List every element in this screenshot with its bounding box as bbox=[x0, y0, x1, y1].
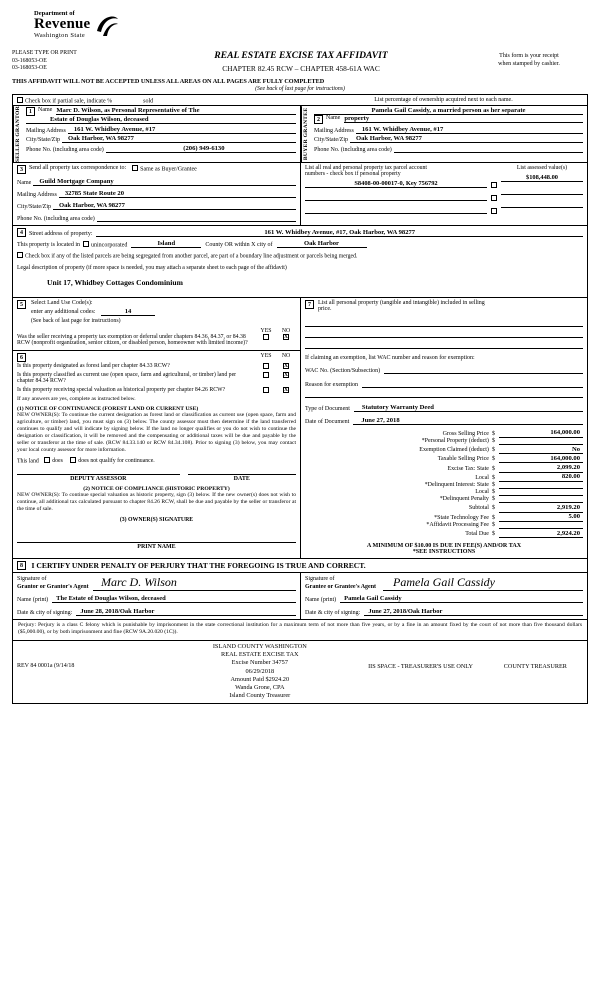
county-treasurer-label: COUNTY TREASURER bbox=[503, 662, 567, 670]
money-row bbox=[305, 429, 583, 438]
certification-header bbox=[13, 559, 587, 573]
left-column bbox=[13, 298, 300, 558]
perjury-note: Perjury: Perjury is a class C felony which is punishable by imprisonment in the state correctional institution for a maximum term of not more than five years, or by a fine in an amount fixed by the court of not more than five thousand dollars ($5,000.00), or by both imprisonment and fine (RCW 9A.20.020 (1C)). bbox=[13, 620, 587, 641]
county-or-city-label: County OR within X city of bbox=[205, 242, 273, 249]
s6-question-1: Is this property designated as forest land per chapter 84.33 RCW? bbox=[17, 362, 170, 369]
grantor-name-label: Name (print) bbox=[17, 597, 49, 604]
money-amount-10[interactable]: 5.00 bbox=[499, 512, 583, 521]
doc-date-label: Date of Document bbox=[305, 418, 350, 425]
personal-property-intro-1: List all personal property (tangible and intangible) included in selling bbox=[318, 299, 485, 306]
treasurer-row bbox=[13, 641, 587, 703]
money-row bbox=[305, 472, 583, 481]
reason-value[interactable] bbox=[362, 380, 583, 388]
money-dollar-0: $ bbox=[491, 430, 495, 437]
buyer-mailing-value[interactable]: 161 W. Whidbey Avenue, #17 bbox=[356, 126, 583, 134]
tax-correspondence-title: Send all property tax correspondence to: bbox=[29, 165, 127, 172]
money-label-7: Local bbox=[475, 489, 489, 496]
section-2-number: 2 bbox=[314, 115, 323, 124]
buyer-name-value[interactable]: Pamela Gail Cassidy, a married person as her separate bbox=[314, 107, 583, 115]
money-amount-6[interactable] bbox=[499, 481, 583, 488]
s6-q3-no-checkbox[interactable]: X bbox=[284, 386, 289, 393]
reason-label: Reason for exemption bbox=[305, 381, 358, 388]
stamp-line-4: Amount Paid $2924.20 bbox=[230, 675, 290, 683]
money-label-1: *Personal Property (deduct) bbox=[421, 437, 489, 444]
s6-q1-yes-checkbox[interactable] bbox=[263, 363, 269, 369]
money-label-2: Exemption Claimed (deduct) bbox=[419, 447, 489, 454]
reason-line-2[interactable] bbox=[305, 388, 583, 398]
print-name-label: PRINT NAME bbox=[137, 544, 176, 551]
form-code-1: 03-168053-OE bbox=[12, 57, 47, 64]
stamp-line-3: 06/29/2018 bbox=[245, 667, 275, 675]
seller-city-value[interactable]: Oak Harbor, WA 98277 bbox=[62, 135, 296, 143]
receipt-note-line2: when stamped by cashier. bbox=[498, 61, 560, 68]
treasurer-use-label: IIS SPACE - TREASURER'S USE ONLY bbox=[368, 662, 473, 670]
money-dollar-12: $ bbox=[491, 531, 495, 538]
section-8-number: 8 bbox=[17, 561, 26, 570]
grantee-date-value[interactable]: June 27, 2018/Oak Harbor bbox=[364, 608, 583, 616]
legal-description-value[interactable]: Unit 17, Whidbey Cottages Condominium bbox=[47, 277, 183, 287]
landuse-q1-yes-checkbox[interactable] bbox=[263, 334, 269, 340]
buyer-city-value[interactable]: Oak Harbor, WA 98277 bbox=[350, 135, 583, 143]
seller-phone-label: Phone No. (including area code) bbox=[26, 146, 104, 153]
parcel-personal-checkbox-1[interactable] bbox=[491, 182, 497, 188]
not-accepted-warning: THIS AFFIDAVIT WILL NOT BE ACCEPTED UNLESS ALL AREAS ON ALL PAGES ARE FULLY COMPLETED bbox=[12, 78, 325, 85]
grantee-signature-value: Pamela Gail Cassidy bbox=[393, 575, 495, 590]
page-subtitle: CHAPTER 82.45 RCW – CHAPTER 458-61A WAC bbox=[222, 64, 380, 73]
money-amount-0[interactable]: 164,000.00 bbox=[499, 429, 583, 438]
doc-type-value[interactable]: Statutory Warranty Deed bbox=[354, 404, 583, 412]
this-land-label: This land bbox=[17, 458, 39, 465]
partial-sale-label: Check box if partial sale, indicate % bbox=[25, 98, 113, 105]
taxcorr-phone-value[interactable] bbox=[97, 214, 296, 222]
grantor-name-value[interactable]: The Estate of Douglas Wilson, deceased bbox=[52, 595, 296, 603]
notice-3-title: (3) OWNER(S) SIGNATURE bbox=[119, 517, 194, 524]
sold-label: sold bbox=[143, 98, 154, 105]
money-row bbox=[305, 454, 583, 463]
assessed-value-1[interactable]: $108,448.00 bbox=[501, 174, 583, 182]
taxcorr-mailing-label: Mailing Address bbox=[17, 192, 57, 199]
money-row bbox=[305, 512, 583, 521]
s6-yes-header: YES bbox=[260, 352, 272, 359]
grantee-date-label: Date & city of signing: bbox=[305, 610, 361, 617]
section-7-number: 7 bbox=[305, 300, 314, 309]
money-label-8: *Delinquent Penalty bbox=[439, 496, 489, 503]
money-amount-2[interactable]: No bbox=[499, 445, 583, 454]
street-address-value[interactable]: 161 W. Whidbey Avenue, #17, Oak Harbor, WA 98277 bbox=[96, 229, 583, 237]
s6-after-note: If any answers are yes, complete as instructed below. bbox=[17, 395, 136, 402]
owner-signature-line[interactable] bbox=[17, 527, 296, 543]
taxcorr-city-label: City/State/Zip bbox=[17, 204, 51, 211]
partial-sale-row bbox=[13, 95, 587, 106]
agency-logo bbox=[34, 10, 120, 40]
stamp-line-2: Excise Number 34757 bbox=[231, 659, 288, 667]
landuse-yes-header: YES bbox=[260, 327, 272, 334]
assessed-value-2[interactable] bbox=[501, 187, 583, 195]
grantor-date-label: Date & city of signing: bbox=[17, 610, 73, 617]
money-dollar-3: $ bbox=[491, 456, 495, 463]
grantor-signature-block bbox=[13, 573, 300, 619]
notice-2-title: (2) NOTICE OF COMPLIANCE (HISTORIC PROPERTY) bbox=[83, 486, 230, 493]
unincorporated-label: unincorporated bbox=[91, 242, 128, 249]
tax-computation-table bbox=[305, 429, 583, 538]
land-use-line2: enter any additional codes: bbox=[31, 308, 96, 315]
same-as-buyer-checkbox[interactable] bbox=[132, 165, 138, 171]
form-code-2: 03-168053-OE bbox=[12, 65, 47, 72]
money-row bbox=[305, 481, 583, 488]
personal-property-line-1[interactable] bbox=[305, 316, 583, 327]
swoosh-icon bbox=[94, 12, 120, 38]
seller-phone-value[interactable]: (206) 949-6130 bbox=[106, 145, 296, 153]
does-qualify-checkbox[interactable] bbox=[44, 457, 50, 463]
money-row bbox=[305, 496, 583, 503]
buyer-block bbox=[300, 106, 587, 162]
money-row bbox=[305, 503, 583, 512]
grantee-sig-label-1: Signature of bbox=[305, 576, 335, 583]
money-label-4: Excise Tax: State bbox=[447, 465, 489, 472]
taxcorr-city-value[interactable]: Oak Harbor, WA 98277 bbox=[53, 202, 296, 210]
money-row bbox=[305, 488, 583, 495]
form-header bbox=[12, 10, 588, 48]
money-amount-5[interactable]: 820.00 bbox=[499, 472, 583, 481]
parcels-title-line1: List all real and personal property tax parcel account bbox=[305, 165, 428, 172]
money-row bbox=[305, 463, 583, 472]
revenue-wordmark: Revenue bbox=[34, 16, 91, 33]
excise-stamp bbox=[162, 641, 357, 703]
parcel-number-1[interactable]: S8408-00-00017-0, Key 756792 bbox=[305, 180, 487, 188]
taxcorr-name-value[interactable]: Guild Mortgage Company bbox=[33, 178, 296, 186]
section-5-number: 5 bbox=[17, 300, 26, 309]
money-label-10: *State Technology Fee bbox=[434, 514, 489, 521]
certification-title: I CERTIFY UNDER PENALTY OF PERJURY THAT THE FOREGOING IS TRUE AND CORRECT. bbox=[31, 561, 366, 571]
money-label-11: *Affidavit Processing Fee bbox=[426, 521, 489, 528]
print-instruction: PLEASE TYPE OR PRINT bbox=[12, 50, 77, 56]
state-label: Washington State bbox=[34, 32, 86, 40]
notice-1-body: NEW OWNER(S): To continue the current designation as forest land or classification as current use (open space, farm and agriculture, or timber) land, you must sign on (3) below. The county assessor must then determine if the land transferred continues to qualify and will indicate by signing below. If the land no longer qualifies or you do not wish to continue the designation or classification, it will be removed and the compensating or additional taxes will be due and payable by the seller or transferor at the time of sale. (RCW 84.33.140 or RCW 84.34.108). Prior to signing (3) below, you may contact your local county assessor for more information. bbox=[17, 411, 296, 453]
signatures-row bbox=[13, 573, 587, 620]
grantor-sig-label-2: Grantor or Grantor's Agent bbox=[17, 583, 89, 590]
grantor-signature-field[interactable] bbox=[93, 575, 296, 591]
money-amount-7[interactable] bbox=[499, 488, 583, 495]
s6-no-header: NO bbox=[281, 352, 291, 359]
money-dollar-10: $ bbox=[491, 514, 495, 521]
parcel-number-3[interactable] bbox=[305, 206, 487, 214]
buyer-phone-value[interactable] bbox=[394, 145, 583, 153]
personal-property-line-3[interactable] bbox=[305, 338, 583, 349]
seller-block bbox=[13, 106, 300, 162]
assessed-value-title: List assessed value(s) bbox=[516, 165, 568, 172]
taxcorr-name-label: Name bbox=[17, 180, 32, 187]
money-dollar-8: $ bbox=[491, 496, 495, 503]
stamp-line-6: Island County Treasurer bbox=[229, 692, 291, 700]
form-codes bbox=[12, 50, 132, 73]
grantee-signature-field[interactable] bbox=[383, 575, 583, 591]
money-amount-3[interactable]: 164,000.00 bbox=[499, 454, 583, 463]
section-7-block bbox=[300, 298, 587, 558]
form-body bbox=[12, 94, 588, 704]
seller-name-label: Name bbox=[38, 107, 53, 113]
tax-correspondence-block bbox=[13, 163, 300, 225]
assessed-value-3[interactable] bbox=[501, 200, 583, 208]
money-label-5: Local bbox=[475, 474, 489, 481]
money-row bbox=[305, 437, 583, 444]
section-4-number: 4 bbox=[17, 228, 26, 237]
seller-name-value[interactable]: Marc D. Wilson, as Personal Representative of The bbox=[56, 107, 296, 115]
correspondence-row bbox=[13, 163, 587, 226]
grantee-name-label: Name (print) bbox=[305, 597, 337, 604]
money-amount-1[interactable] bbox=[499, 437, 583, 444]
personal-property-line-2[interactable] bbox=[305, 327, 583, 338]
buyer-side-label: BUYER GRANTEE bbox=[303, 107, 309, 161]
money-dollar-1: $ bbox=[491, 437, 495, 444]
stamp-line-0: ISLAND COUNTY WASHINGTON bbox=[212, 642, 307, 650]
seller-mailing-value[interactable]: 161 W. Whidbey Avenue, #17 bbox=[68, 126, 296, 134]
grantor-signature-value: Marc D. Wilson bbox=[101, 575, 177, 590]
money-dollar-7: $ bbox=[491, 489, 495, 496]
personal-property-intro-2: price. bbox=[318, 305, 332, 312]
land-use-line1: Select Land Use Code(s): bbox=[31, 299, 93, 306]
money-dollar-9: $ bbox=[491, 505, 495, 512]
s6-question-3: Is this property receiving special valuation as historical property per chapter 84.26 RCW? bbox=[17, 386, 226, 393]
county-value[interactable]: Island bbox=[131, 240, 201, 248]
money-row bbox=[305, 521, 583, 528]
see-instructions-note: *SEE INSTRUCTIONS bbox=[412, 549, 476, 556]
buyer-name-label: Name bbox=[326, 115, 341, 121]
wac-label: WAC No. (Section/Subsection) bbox=[305, 367, 381, 374]
partial-sale-checkbox[interactable] bbox=[17, 97, 23, 103]
money-label-0: Gross Selling Price bbox=[442, 430, 489, 437]
s6-q2-yes-checkbox[interactable] bbox=[263, 372, 269, 378]
exemption-intro: If claiming an exemption, list WAC number and reason for exemption: bbox=[305, 354, 475, 361]
assessor-date-label: DATE bbox=[233, 476, 250, 483]
money-row bbox=[305, 445, 583, 454]
money-label-12: Total Due bbox=[465, 531, 489, 538]
seller-city-label: City/State/Zip bbox=[26, 137, 60, 143]
city-value[interactable]: Oak Harbor bbox=[277, 240, 367, 248]
stamp-line-1: REAL ESTATE EXCISE TAX bbox=[221, 650, 299, 658]
rev-code: REV 84 0001a (9/14/18 bbox=[17, 662, 75, 669]
doc-type-label: Type of Document bbox=[305, 405, 350, 412]
money-amount-4[interactable]: 2,099.20 bbox=[499, 463, 583, 472]
s6-q1-no-checkbox[interactable]: X bbox=[284, 362, 289, 369]
money-dollar-2: $ bbox=[491, 447, 495, 454]
grantor-date-value[interactable]: June 28, 2018/Oak Harbor bbox=[76, 608, 296, 616]
see-back-note: (See back of last page for instructions) bbox=[255, 86, 345, 92]
grantee-name-value[interactable]: Pamela Gail Cassidy bbox=[340, 595, 583, 603]
sections-5-6-7-row bbox=[13, 298, 587, 559]
section-1-number: 1 bbox=[26, 107, 35, 116]
segregation-note: Check box if any of the listed parcels are being segregated from another parcel, are part of a boundary line adjustment or parcels being merged. bbox=[25, 253, 358, 260]
notice-1-title: (1) NOTICE OF CONTINUANCE (FOREST LAND OR CURRENT USE) bbox=[17, 405, 199, 412]
parcels-block bbox=[300, 163, 587, 225]
money-dollar-4: $ bbox=[491, 465, 495, 472]
land-use-block bbox=[17, 300, 296, 346]
money-dollar-6: $ bbox=[491, 481, 495, 488]
street-address-label: Street address of property: bbox=[29, 231, 93, 238]
parcel-number-2[interactable] bbox=[305, 193, 487, 201]
s6-q2-no-checkbox[interactable]: X bbox=[284, 371, 289, 378]
does-not-label: does not qualify for continuance. bbox=[78, 458, 155, 465]
segregation-checkbox[interactable] bbox=[17, 252, 23, 258]
receipt-note bbox=[470, 50, 588, 68]
money-amount-9[interactable]: 2,919.20 bbox=[499, 503, 583, 512]
page-title: REAL ESTATE EXCISE TAX AFFIDAVIT bbox=[214, 50, 388, 61]
grantor-sig-label-1: Signature of bbox=[17, 576, 47, 583]
land-use-line3: (See back of last page for instructions) bbox=[31, 317, 121, 324]
legal-description-note: Legal description of property (if more space is needed, you may attach a separate sheet to each page of the affidavit) bbox=[17, 264, 287, 271]
does-not-qualify-checkbox[interactable] bbox=[70, 457, 76, 463]
money-label-3: Taxable Selling Price bbox=[437, 456, 489, 463]
partial-sale-check-cell[interactable] bbox=[13, 95, 300, 105]
doc-date-value[interactable]: June 27, 2018 bbox=[353, 417, 583, 425]
parcel-personal-checkbox-2[interactable] bbox=[491, 195, 497, 201]
same-as-buyer-label: Same as Buyer/Grantee bbox=[140, 166, 197, 173]
money-row bbox=[305, 528, 583, 537]
money-label-9: Subtotal bbox=[468, 505, 489, 512]
section-6-block bbox=[17, 353, 296, 550]
money-amount-12[interactable]: 2,924.20 bbox=[499, 528, 583, 537]
seller-mailing-label: Mailing Address bbox=[26, 127, 66, 134]
grantee-sig-label-2: Grantee or Grantee's Agent bbox=[305, 583, 377, 590]
parcel-personal-checkbox-3[interactable] bbox=[491, 208, 497, 214]
money-amount-11[interactable] bbox=[499, 521, 583, 528]
street-address-block bbox=[13, 226, 587, 298]
seller-name-value-2[interactable]: Estate of Douglas Wilson, deceased bbox=[26, 116, 296, 124]
s6-question-2: Is this property classified as current use (open space, farm and agricultural, or timber) land per chapter 84.34 RCW? bbox=[17, 371, 237, 384]
buyer-mailing-label: Mailing Address bbox=[314, 127, 354, 134]
deputy-assessor-label: DEPUTY ASSESSOR bbox=[70, 476, 127, 483]
taxcorr-mailing-value[interactable]: 32785 State Route 20 bbox=[59, 190, 296, 198]
ownership-note: List percentage of ownership acquired next to each name. bbox=[374, 97, 513, 103]
parties-row bbox=[13, 106, 587, 163]
section-6-number: 6 bbox=[17, 353, 26, 362]
money-dollar-5: $ bbox=[491, 474, 495, 481]
located-in-label: This property is located in bbox=[17, 242, 80, 249]
buyer-name-value-2[interactable]: property bbox=[344, 115, 583, 123]
receipt-note-line1: This form is your receipt bbox=[499, 53, 559, 59]
seller-side-label: SELLER GRANTOR bbox=[15, 106, 21, 163]
stamp-line-5: Wanda Grone, CPA bbox=[235, 684, 285, 692]
landuse-q1-no-checkbox[interactable]: X bbox=[284, 333, 289, 340]
grantee-signature-block bbox=[300, 573, 587, 619]
section-3-number: 3 bbox=[17, 165, 26, 174]
wac-value[interactable] bbox=[384, 366, 583, 374]
department-label: Department of bbox=[34, 10, 75, 17]
unincorporated-checkbox[interactable] bbox=[83, 241, 89, 247]
buyer-phone-label: Phone No. (including area code) bbox=[314, 146, 392, 153]
money-amount-8[interactable] bbox=[499, 496, 583, 503]
notice-2-body: NEW OWNER(S): To continue special valuation as historic property, sign (3) below. If the new owner(s) does not wish to continue, all additional tax calculated pursuant to chapter 84.26 RCW, shall be due and payable by the seller or transferor at the time of sale. bbox=[17, 492, 296, 513]
landuse-no-header: NO bbox=[281, 327, 291, 334]
buyer-city-label: City/State/Zip bbox=[314, 137, 348, 143]
minimum-due-note: A MINIMUM OF $10.00 IS DUE IN FEE(S) AND/OR TAX bbox=[366, 543, 522, 550]
money-dollar-11: $ bbox=[491, 521, 495, 528]
does-label: does bbox=[52, 458, 63, 465]
taxcorr-phone-label: Phone No. (including area code) bbox=[17, 216, 95, 223]
parcels-title-line2: numbers - check box if personal property bbox=[305, 171, 401, 178]
landuse-question-1: Was the seller receiving a property tax exemption or deferral under chapters 84.36, 84.37, or 84.38 RCW (nonprofit organization, senior citizen, or disabled person, homeowner with limited income)? bbox=[17, 333, 248, 346]
money-label-6: *Delinquent Interest: State bbox=[424, 481, 489, 488]
land-use-code-value[interactable]: 14 bbox=[101, 308, 155, 316]
s6-q3-yes-checkbox[interactable] bbox=[263, 387, 269, 393]
